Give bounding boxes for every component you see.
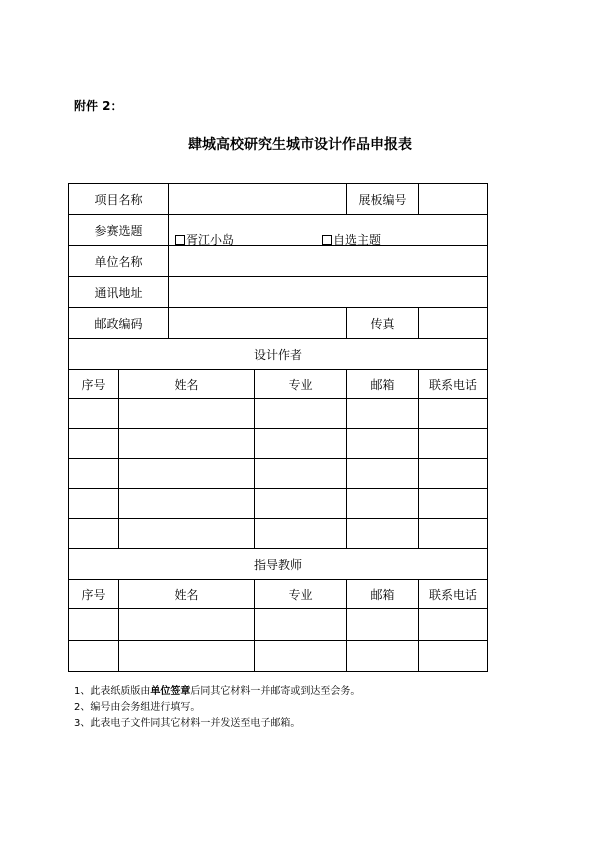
board-number-field[interactable] [419,184,488,215]
authors-header-row [69,370,488,399]
cell[interactable] [255,519,347,549]
cell[interactable] [69,489,119,519]
cell[interactable] [69,399,119,429]
authors-section-row [69,339,488,370]
fax-label: 传真 [347,308,419,339]
cell[interactable] [419,459,488,489]
fax-field[interactable] [419,308,488,339]
form-title: 肆城高校研究生城市设计作品申报表 [188,137,412,153]
cell[interactable] [419,641,488,672]
topic-row [69,215,488,246]
teachers-section-row [69,549,488,580]
author-row [69,459,488,489]
attachment-label: 附件 2： [74,99,123,113]
cell[interactable] [347,489,419,519]
teachers-section-title: 指导教师 [69,549,488,580]
checkbox-icon[interactable] [175,235,185,245]
topic-option-1[interactable] [175,231,234,248]
cell[interactable] [69,641,119,672]
author-row [69,399,488,429]
unit-row [69,246,488,277]
cell[interactable] [347,641,419,672]
topic-option-1-label: 胥江小岛 [186,233,235,247]
cell[interactable] [69,429,119,459]
teacher-row [69,641,488,672]
notes [74,684,360,732]
address-label: 通讯地址 [69,277,169,308]
cell[interactable] [347,399,419,429]
postcode-field[interactable] [169,308,347,339]
project-name-label: 项目名称 [69,184,169,215]
cell[interactable] [347,459,419,489]
topic-label: 参赛选题 [69,215,169,246]
author-row [69,519,488,549]
cell[interactable] [347,429,419,459]
cell[interactable] [119,459,255,489]
cell[interactable] [419,429,488,459]
address-row [69,277,488,308]
author-row [69,429,488,459]
teacher-row [69,609,488,641]
address-field[interactable] [169,277,488,308]
cell[interactable] [119,609,255,641]
col-header-email: 邮箱 [347,370,419,399]
cell[interactable] [69,519,119,549]
cell[interactable] [255,399,347,429]
col-header-index: 序号 [69,370,119,399]
postcode-row [69,308,488,339]
teachers-header-row [69,580,488,609]
cell[interactable] [347,519,419,549]
cell[interactable] [347,609,419,641]
project-row [69,184,488,215]
col-header-name: 姓名 [119,370,255,399]
authors-section-title: 设计作者 [69,339,488,370]
checkbox-icon[interactable] [322,235,332,245]
project-name-field[interactable] [169,184,347,215]
cell[interactable] [419,609,488,641]
col-header-major: 专业 [255,370,347,399]
cell[interactable] [255,489,347,519]
note-1-suffix: 后同其它材料一并邮寄或到达至会务。 [190,686,361,697]
topic-option-2[interactable] [322,231,381,248]
note-2: 2、编号由会务组进行填写。 [74,702,201,713]
col-header-index: 序号 [69,580,119,609]
author-row [69,489,488,519]
cell[interactable] [119,489,255,519]
note-1-bold: 单位签章 [150,686,191,697]
cell[interactable] [419,399,488,429]
cell[interactable] [255,609,347,641]
cell[interactable] [419,489,488,519]
cell[interactable] [255,459,347,489]
col-header-name: 姓名 [119,580,255,609]
col-header-phone: 联系电话 [419,580,488,609]
col-header-major: 专业 [255,580,347,609]
cell[interactable] [419,519,488,549]
cell[interactable] [69,609,119,641]
postcode-label: 邮政编码 [69,308,169,339]
topic-option-2-label: 自选主题 [333,233,382,247]
cell[interactable] [255,429,347,459]
board-number-label: 展板编号 [347,184,419,215]
col-header-phone: 联系电话 [419,370,488,399]
note-1-prefix: 1、此表纸质版由 [74,686,151,697]
cell[interactable] [69,459,119,489]
col-header-email: 邮箱 [347,580,419,609]
cell[interactable] [119,429,255,459]
cell[interactable] [119,519,255,549]
note-3: 3、此表电子文件同其它材料一并发送至电子邮箱。 [74,718,301,729]
unit-name-label: 单位名称 [69,246,169,277]
unit-name-field[interactable] [169,246,488,277]
cell[interactable] [119,399,255,429]
cell[interactable] [255,641,347,672]
form-grid [68,183,488,672]
note-1 [74,684,360,700]
cell[interactable] [119,641,255,672]
